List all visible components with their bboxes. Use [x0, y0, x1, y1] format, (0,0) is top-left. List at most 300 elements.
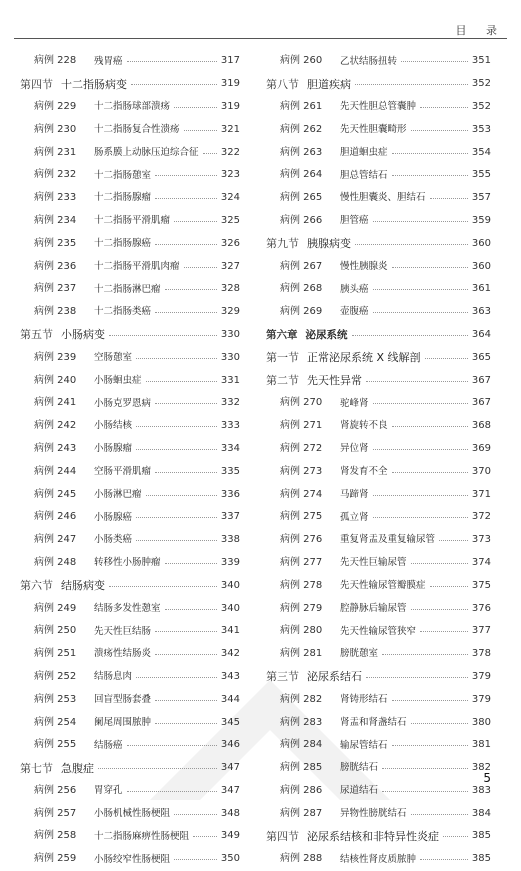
toc-entry[interactable]	[20, 483, 240, 506]
entry-page: 367	[471, 397, 491, 409]
toc-entry[interactable]	[266, 438, 491, 461]
entry-title: 胆总管结石	[340, 169, 388, 181]
toc-entry[interactable]	[20, 392, 240, 415]
entry-page: 321	[220, 123, 240, 135]
entry-title: 小肠蛔虫症	[94, 374, 142, 386]
entry-number: 病例 282	[280, 693, 323, 705]
entry-number: 病例 278	[280, 579, 323, 591]
entry-title: 泌尿系结核和非特异性炎症	[307, 829, 439, 843]
dot-leader	[373, 448, 468, 450]
toc-entry[interactable]	[20, 164, 240, 187]
dot-leader	[392, 471, 468, 473]
entry-title: 先天性输尿管狭窄	[340, 625, 417, 637]
entry-page: 381	[471, 739, 491, 751]
entry-number: 病例 229	[34, 100, 77, 112]
entry-title: 驼峰肾	[340, 397, 369, 409]
entry-number: 病例 261	[280, 100, 323, 112]
entry-title: 尿道结石	[340, 785, 379, 797]
toc-section[interactable]	[266, 73, 491, 96]
toc-entry[interactable]	[20, 369, 240, 392]
entry-title: 小肠克罗恩病	[94, 397, 152, 409]
toc-entry[interactable]	[266, 780, 491, 803]
running-header: 目 录	[455, 24, 505, 37]
entry-number: 病例 288	[280, 853, 323, 865]
dot-leader	[131, 83, 217, 85]
entry-number: 病例 277	[280, 556, 323, 568]
entry-page: 374	[471, 556, 491, 568]
entry-title: 肾发育不全	[340, 465, 388, 477]
entry-page: 338	[220, 534, 240, 546]
toc-section[interactable]	[20, 757, 240, 780]
entry-number: 第八节	[266, 77, 299, 91]
toc-entry[interactable]	[20, 232, 240, 255]
entry-page: 378	[471, 648, 491, 660]
entry-title: 孤立肾	[340, 511, 369, 523]
toc-entry[interactable]	[266, 688, 491, 711]
toc-entry[interactable]	[20, 460, 240, 483]
toc-entry[interactable]	[266, 118, 491, 141]
entry-title: 马蹄肾	[340, 488, 369, 500]
dot-leader	[373, 311, 468, 313]
toc-entry[interactable]	[266, 574, 491, 597]
entry-page: 319	[220, 78, 240, 90]
dot-leader	[392, 425, 468, 427]
entry-number: 病例 268	[280, 283, 323, 295]
entry-title: 先天性输尿管瓣膜症	[340, 579, 426, 591]
entry-title: 小肠绞窄性肠梗阻	[94, 853, 171, 865]
entry-page: 383	[471, 784, 491, 796]
entry-number: 病例 284	[280, 739, 323, 751]
entry-page: 340	[220, 579, 240, 591]
dot-leader	[382, 767, 468, 769]
entry-page: 330	[220, 328, 240, 340]
entry-title: 十二指肠球部溃疡	[94, 101, 171, 113]
dot-leader	[373, 516, 468, 518]
toc-entry[interactable]	[266, 802, 491, 825]
header-rule	[14, 38, 507, 39]
entry-number: 病例 236	[34, 260, 77, 272]
entry-number: 病例 264	[280, 169, 323, 181]
entry-title: 膀胱结石	[340, 762, 379, 774]
dot-leader	[127, 60, 217, 62]
dot-leader	[411, 813, 468, 815]
dot-leader	[203, 152, 217, 154]
entry-page: 351	[471, 55, 491, 67]
entry-number: 病例 237	[34, 283, 77, 295]
dot-leader	[184, 266, 217, 268]
entry-number: 病例 274	[280, 488, 323, 500]
entry-number: 病例 230	[34, 123, 77, 135]
entry-title: 输尿管结石	[340, 739, 388, 751]
toc-column-left	[20, 50, 240, 871]
entry-title: 结肠多发性憩室	[94, 602, 161, 614]
entry-page: 332	[220, 397, 240, 409]
toc-entry[interactable]	[20, 597, 240, 620]
entry-page: 335	[220, 465, 240, 477]
toc-entry[interactable]	[20, 50, 240, 73]
toc-entry[interactable]	[20, 141, 240, 164]
entry-number: 第六章	[266, 328, 298, 341]
entry-title: 壶腹癌	[340, 306, 369, 318]
dot-leader	[439, 539, 468, 541]
toc-entry[interactable]	[266, 460, 491, 483]
dot-leader	[155, 197, 217, 199]
toc-entry[interactable]	[266, 278, 491, 301]
entry-page: 380	[471, 716, 491, 728]
dot-leader	[401, 60, 468, 62]
entry-number: 病例 235	[34, 237, 77, 249]
toc-entry[interactable]	[20, 552, 240, 575]
dot-leader	[392, 699, 468, 701]
toc-entry[interactable]	[20, 96, 240, 119]
toc-section[interactable]	[266, 825, 491, 848]
entry-number: 第九节	[266, 237, 299, 251]
toc-entry[interactable]	[266, 255, 491, 278]
entry-number: 病例 263	[280, 146, 323, 158]
entry-title: 结肠癌	[94, 739, 123, 751]
toc-section[interactable]	[266, 232, 491, 255]
toc-entry[interactable]	[20, 187, 240, 210]
entry-title: 十二指肠类癌	[94, 306, 152, 318]
entry-number: 第四节	[20, 77, 53, 91]
toc-entry[interactable]	[20, 848, 240, 871]
entry-number: 第七节	[20, 761, 53, 775]
toc-section[interactable]	[20, 73, 240, 96]
toc-entry[interactable]	[266, 96, 491, 119]
entry-page: 324	[220, 192, 240, 204]
entry-title: 泌尿系统	[305, 328, 348, 341]
entry-title: 腔静脉后输尿管	[340, 602, 407, 614]
entry-page: 385	[471, 853, 491, 865]
dot-leader	[136, 539, 217, 541]
entry-number: 病例 262	[280, 123, 323, 135]
entry-page: 379	[471, 693, 491, 705]
entry-page: 330	[220, 351, 240, 363]
toc-entry[interactable]	[20, 734, 240, 757]
entry-title: 肠系膜上动脉压迫综合征	[94, 146, 199, 158]
toc-entry[interactable]	[20, 438, 240, 461]
dot-leader	[392, 266, 468, 268]
toc-entry[interactable]	[266, 483, 491, 506]
entry-page: 363	[471, 306, 491, 318]
dot-leader	[373, 494, 468, 496]
toc-entry[interactable]	[20, 118, 240, 141]
entry-number: 病例 251	[34, 648, 77, 660]
dot-leader	[392, 174, 468, 176]
toc-column-right	[266, 50, 491, 871]
entry-number: 病例 272	[280, 442, 323, 454]
toc-entry[interactable]	[266, 392, 491, 415]
toc-entry[interactable]	[266, 415, 491, 438]
dot-leader	[155, 311, 217, 313]
entry-number: 病例 273	[280, 465, 323, 477]
toc-entry[interactable]	[266, 164, 491, 187]
entry-page: 359	[471, 214, 491, 226]
toc-entry[interactable]	[266, 301, 491, 324]
entry-page: 325	[220, 214, 240, 226]
entry-page: 331	[220, 374, 240, 386]
entry-number: 第五节	[20, 328, 53, 342]
entry-title: 先天性巨结肠	[94, 625, 152, 637]
entry-number: 病例 270	[280, 397, 323, 409]
toc-entry[interactable]	[20, 346, 240, 369]
entry-page: 384	[471, 807, 491, 819]
toc-entry[interactable]	[20, 415, 240, 438]
entry-number: 病例 271	[280, 420, 323, 432]
toc-entry[interactable]	[266, 50, 491, 73]
entry-page: 372	[471, 511, 491, 523]
entry-number: 病例 246	[34, 511, 77, 523]
dot-leader	[366, 676, 468, 678]
entry-number: 病例 250	[34, 625, 77, 637]
entry-title: 急腹症	[61, 761, 94, 775]
entry-page: 341	[220, 625, 240, 637]
entry-page: 317	[220, 55, 240, 67]
toc-entry[interactable]	[20, 825, 240, 848]
entry-page: 379	[471, 670, 491, 682]
entry-number: 病例 281	[280, 648, 323, 660]
entry-page: 322	[220, 146, 240, 158]
dot-leader	[136, 516, 217, 518]
entry-number: 病例 234	[34, 214, 77, 226]
entry-title: 结肠病变	[61, 579, 105, 593]
toc-entry[interactable]	[20, 506, 240, 529]
entry-page: 361	[471, 283, 491, 295]
entry-number: 病例 245	[34, 488, 77, 500]
entry-title: 回盲型肠套叠	[94, 693, 152, 705]
dot-leader	[174, 858, 217, 860]
dot-leader	[430, 197, 468, 199]
dot-leader	[193, 835, 217, 837]
dot-leader	[155, 471, 217, 473]
entry-title: 膀胱憩室	[340, 648, 379, 660]
dot-leader	[392, 152, 468, 154]
entry-page: 348	[220, 807, 240, 819]
toc-entry[interactable]	[20, 666, 240, 689]
entry-number: 病例 265	[280, 192, 323, 204]
entry-title: 胃穿孔	[94, 785, 123, 797]
dot-leader	[373, 288, 468, 290]
entry-title: 结核性肾皮质脓肿	[340, 853, 417, 865]
entry-page: 339	[220, 556, 240, 568]
entry-number: 第二节	[266, 374, 299, 388]
toc-entry[interactable]	[20, 802, 240, 825]
entry-page: 355	[471, 169, 491, 181]
toc-entry[interactable]	[266, 711, 491, 734]
toc-entry[interactable]	[266, 552, 491, 575]
toc-entry[interactable]	[20, 255, 240, 278]
entry-number: 病例 241	[34, 397, 77, 409]
entry-title: 小肠结核	[94, 420, 133, 432]
entry-page: 327	[220, 260, 240, 272]
entry-number: 病例 243	[34, 442, 77, 454]
toc-entry[interactable]	[20, 301, 240, 324]
dot-leader	[109, 585, 217, 587]
toc-entry[interactable]	[266, 210, 491, 233]
dot-leader	[382, 653, 468, 655]
entry-page: 368	[471, 420, 491, 432]
entry-page: 353	[471, 123, 491, 135]
entry-number: 病例 238	[34, 306, 77, 318]
dot-leader	[420, 858, 468, 860]
entry-number: 病例 258	[34, 830, 77, 842]
entry-page: 364	[471, 328, 491, 340]
dot-leader	[155, 630, 217, 632]
toc-entry[interactable]	[266, 848, 491, 871]
entry-number: 病例 275	[280, 511, 323, 523]
toc-entry[interactable]	[266, 187, 491, 210]
entry-page: 365	[471, 351, 491, 363]
toc-section[interactable]	[266, 666, 491, 689]
entry-number: 病例 269	[280, 306, 323, 318]
entry-title: 十二指肠腺瘤	[94, 192, 152, 204]
dot-leader	[165, 608, 217, 610]
toc-entry[interactable]	[20, 529, 240, 552]
dot-leader	[127, 744, 217, 746]
entry-title: 先天性胆囊畸形	[340, 124, 407, 136]
entry-title: 异物性膀胱结石	[340, 807, 407, 819]
entry-title: 十二指肠淋巴瘤	[94, 283, 161, 295]
toc-section[interactable]	[20, 574, 240, 597]
entry-page: 369	[471, 442, 491, 454]
entry-title: 重复肾盂及重复输尿管	[340, 534, 436, 546]
toc-section[interactable]	[20, 324, 240, 347]
entry-title: 肾盂和肾盏结石	[340, 716, 407, 728]
toc-entry[interactable]	[20, 688, 240, 711]
dot-leader	[136, 448, 217, 450]
entry-number: 第一节	[266, 351, 299, 365]
entry-title: 结肠息肉	[94, 671, 133, 683]
entry-page: 367	[471, 374, 491, 386]
entry-title: 肾旋转不良	[340, 420, 388, 432]
entry-title: 先天性胆总管囊肿	[340, 101, 417, 113]
entry-page: 319	[220, 100, 240, 112]
dot-leader	[174, 813, 217, 815]
dot-leader	[155, 174, 217, 176]
entry-title: 小肠机械性肠梗阻	[94, 807, 171, 819]
entry-page: 343	[220, 670, 240, 682]
entry-title: 十二指肠复合性溃疡	[94, 124, 180, 136]
dot-leader	[430, 585, 468, 587]
entry-number: 病例 286	[280, 784, 323, 796]
toc-entry[interactable]	[266, 141, 491, 164]
entry-title: 十二指肠憩室	[94, 169, 152, 181]
toc-chapter[interactable]	[266, 324, 491, 347]
entry-page: 349	[220, 830, 240, 842]
entry-number: 病例 242	[34, 420, 77, 432]
dot-leader	[355, 83, 468, 85]
dot-leader	[136, 357, 217, 359]
entry-title: 异位肾	[340, 443, 369, 455]
dot-leader	[174, 220, 217, 222]
entry-page: 342	[220, 648, 240, 660]
dot-leader	[109, 334, 217, 336]
entry-page: 326	[220, 237, 240, 249]
entry-number: 病例 249	[34, 602, 77, 614]
entry-page: 371	[471, 488, 491, 500]
entry-number: 病例 283	[280, 716, 323, 728]
entry-title: 残胃癌	[94, 55, 123, 67]
entry-page: 370	[471, 465, 491, 477]
entry-number: 病例 260	[280, 55, 323, 67]
dot-leader	[373, 220, 468, 222]
entry-page: 376	[471, 602, 491, 614]
entry-title: 慢性胆囊炎、胆结石	[340, 192, 426, 204]
entry-title: 溃疡性结肠炎	[94, 648, 152, 660]
entry-title: 胆道疾病	[307, 77, 351, 91]
entry-title: 空肠平滑肌瘤	[94, 465, 152, 477]
entry-title: 先天性巨输尿管	[340, 557, 407, 569]
entry-page: 373	[471, 534, 491, 546]
dot-leader	[155, 699, 217, 701]
entry-title: 慢性胰腺炎	[340, 260, 388, 272]
toc-entry[interactable]	[266, 643, 491, 666]
entry-title: 空肠憩室	[94, 352, 133, 363]
dot-leader	[127, 790, 217, 792]
entry-page: 385	[471, 830, 491, 842]
dot-leader	[136, 676, 217, 678]
entry-number: 第三节	[266, 670, 299, 684]
entry-page: 354	[471, 146, 491, 158]
toc-entry[interactable]	[266, 734, 491, 757]
toc-entry[interactable]	[266, 506, 491, 529]
toc-entry[interactable]	[20, 780, 240, 803]
entry-number: 病例 253	[34, 693, 77, 705]
dot-leader	[165, 288, 217, 290]
dot-leader	[174, 106, 217, 108]
entry-title: 小肠淋巴瘤	[94, 488, 142, 500]
toc-section[interactable]	[266, 369, 491, 392]
entry-number: 病例 232	[34, 169, 77, 181]
toc-entry[interactable]	[20, 278, 240, 301]
toc-section[interactable]	[266, 346, 491, 369]
entry-page: 333	[220, 420, 240, 432]
entry-page: 357	[471, 192, 491, 204]
dot-leader	[411, 562, 468, 564]
dot-leader	[98, 767, 217, 769]
entry-page: 334	[220, 442, 240, 454]
dot-leader	[411, 129, 468, 131]
entry-page: 323	[220, 169, 240, 181]
entry-title: 十二指肠平滑肌瘤	[94, 215, 171, 227]
dot-leader	[420, 106, 468, 108]
toc-entry[interactable]	[266, 597, 491, 620]
entry-number: 第四节	[266, 829, 299, 843]
entry-title: 胆道蛔虫症	[340, 146, 388, 158]
toc-entry[interactable]	[266, 529, 491, 552]
toc-entry[interactable]	[20, 620, 240, 643]
toc-entry[interactable]	[20, 711, 240, 734]
entry-page: 340	[220, 602, 240, 614]
dot-leader	[373, 402, 468, 404]
dot-leader	[392, 744, 468, 746]
entry-title: 胰腺病变	[307, 237, 351, 251]
toc-entry[interactable]	[266, 757, 491, 780]
entry-page: 346	[220, 739, 240, 751]
entry-number: 病例 239	[34, 351, 77, 363]
entry-number: 第六节	[20, 579, 53, 593]
toc-entry[interactable]	[20, 210, 240, 233]
entry-page: 345	[220, 716, 240, 728]
entry-page: 377	[471, 625, 491, 637]
entry-number: 病例 255	[34, 739, 77, 751]
toc-entry[interactable]	[20, 643, 240, 666]
dot-leader	[136, 425, 217, 427]
entry-page: 352	[471, 78, 491, 90]
toc-entry[interactable]	[266, 620, 491, 643]
entry-title: 阑尾周围脓肿	[94, 716, 152, 728]
entry-number: 病例 257	[34, 807, 77, 819]
